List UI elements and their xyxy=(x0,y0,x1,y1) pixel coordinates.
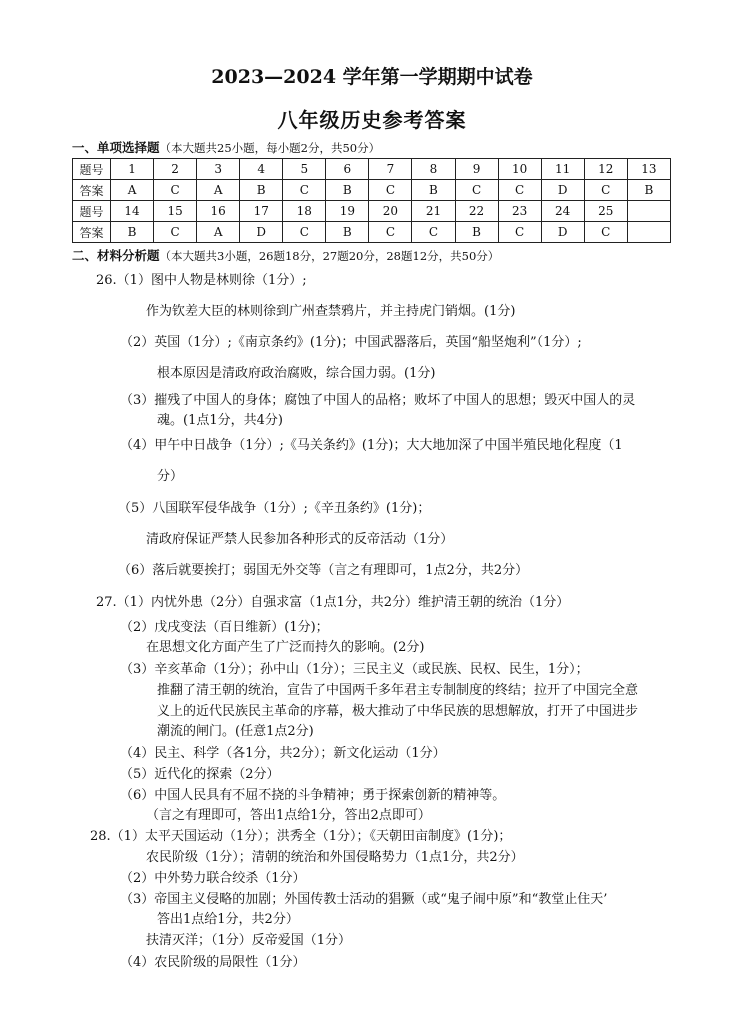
table-cell: 13 xyxy=(627,159,670,180)
table-cell: 20 xyxy=(369,201,412,222)
table-cell: 24 xyxy=(541,201,584,222)
table-cell: C xyxy=(154,222,197,243)
table-cell: C xyxy=(283,180,326,201)
page-subtitle: 八年级历史参考答案 xyxy=(277,108,467,132)
table-cell: 8 xyxy=(412,159,455,180)
table-cell: B xyxy=(326,222,369,243)
table-cell: C xyxy=(369,180,412,201)
table-cell: 23 xyxy=(498,201,541,222)
answer-line: 推翻了清王朝的统治，宣告了中国两千多年君主专制制度的终结；拉开了中国完全意 xyxy=(157,683,639,698)
table-cell: 答案 xyxy=(73,180,111,201)
table-cell: B xyxy=(326,180,369,201)
answer-line: 魂。(1点1分，共4分) xyxy=(157,413,283,428)
table-cell: 6 xyxy=(326,159,369,180)
table-row xyxy=(73,180,671,201)
answer-line: 在思想文化方面产生了广泛而持久的影响。(2分) xyxy=(146,640,425,655)
answer-line: （3）帝国主义侵略的加剧；外国传教士活动的猖獗（或“鬼子闹中原”和“教堂止住天’ xyxy=(120,892,608,907)
section-2-title: 二、材料分析题 xyxy=(72,248,160,263)
answer-line: 答出1点给1分，共2分） xyxy=(157,912,299,927)
table-cell: B xyxy=(412,180,455,201)
answer-line: （6）中国人民具有不屈不挠的斗争精神；勇于探索创新的精神等。 xyxy=(120,788,506,803)
table-cell: B xyxy=(240,180,283,201)
answer-line: （5）近代化的探索（2分） xyxy=(120,767,280,782)
table-cell: 18 xyxy=(283,201,326,222)
table-cell: 14 xyxy=(111,201,154,222)
table-row xyxy=(73,201,671,222)
table-cell: C xyxy=(498,180,541,201)
answer-line: （2）戊戌变法（百日维新）(1分)； xyxy=(120,620,329,635)
table-cell: A xyxy=(111,180,154,201)
table-cell xyxy=(627,201,670,222)
table-cell: C xyxy=(283,222,326,243)
answer-line: （4）甲午中日战争（1分）;《马关条约》(1分)；大大地加深了中国半殖民地化程度（1 xyxy=(120,438,623,453)
answer-line: 清政府保证严禁人民参加各种形式的反帝活动（1分） xyxy=(146,532,454,547)
table-cell: 5 xyxy=(283,159,326,180)
table-cell: 11 xyxy=(541,159,584,180)
table-cell: 4 xyxy=(240,159,283,180)
answer-line: （4）民主、科学（各1分，共2分）；新文化运动（1分） xyxy=(120,746,446,761)
table-cell: 19 xyxy=(326,201,369,222)
section-1-note: （本大题共25小题，每小题2分，共50分） xyxy=(159,141,381,155)
table-cell: 9 xyxy=(455,159,498,180)
answer-line: 分） xyxy=(157,469,184,484)
answer-line: （2）中外势力联合绞杀（1分） xyxy=(120,871,306,886)
table-cell: 题号 xyxy=(73,201,111,222)
answer-line: 作为钦差大臣的林则徐到广州查禁鸦片，并主持虎门销烟。(1分) xyxy=(146,304,516,319)
table-cell: 12 xyxy=(584,159,627,180)
section-2-note: （本大题共3小题，26题18分，27题20分，28题12分，共50分） xyxy=(159,249,500,263)
table-cell: 1 xyxy=(111,159,154,180)
table-cell: C xyxy=(455,180,498,201)
answer-line: 28.（1）太平天国运动（1分）；洪秀全（1分）；《天朝田亩制度》(1分)； xyxy=(90,829,512,844)
answer-line: 26.（1）图中人物是林则徐（1分）; xyxy=(96,273,307,288)
table-cell: C xyxy=(584,222,627,243)
table-cell: 25 xyxy=(584,201,627,222)
table-cell: 16 xyxy=(197,201,240,222)
section-1-heading xyxy=(72,138,380,156)
page-title: 2023—2024 学年第一学期期中试卷 xyxy=(211,66,533,88)
table-cell: 2 xyxy=(154,159,197,180)
table-cell: A xyxy=(197,222,240,243)
table-cell: B xyxy=(455,222,498,243)
answer-line: （言之有理即可，答出1点给1分，答出2点即可） xyxy=(146,808,431,823)
answer-line: 农民阶级（1分）；清朝的统治和外国侵略势力（1点1分，共2分） xyxy=(146,850,524,865)
table-cell: C xyxy=(154,180,197,201)
answer-line: 扶清灭洋；（1分）反帝爱国（1分） xyxy=(146,933,352,948)
section-1-title: 一、单项选择题 xyxy=(72,140,160,155)
table-cell: B xyxy=(627,180,670,201)
answer-line: 潮流的闸门。(任意1点2分) xyxy=(157,724,314,739)
table-cell: 7 xyxy=(369,159,412,180)
table-cell: A xyxy=(197,180,240,201)
table-cell: 21 xyxy=(412,201,455,222)
table-cell: 答案 xyxy=(73,222,111,243)
table-row xyxy=(73,222,671,243)
answer-table xyxy=(72,158,671,243)
answer-line: 27.（1）内忧外患（2分）自强求富（1点1分，共2分）维护清王朝的统治（1分） xyxy=(96,595,570,610)
table-cell: 3 xyxy=(197,159,240,180)
table-cell: D xyxy=(541,180,584,201)
table-cell: 22 xyxy=(455,201,498,222)
table-cell xyxy=(627,222,670,243)
table-cell: C xyxy=(498,222,541,243)
answer-line: （4）农民阶级的局限性（1分） xyxy=(120,955,306,970)
answer-line: （5）八国联军侵华战争（1分）;《辛丑条约》(1分)； xyxy=(118,501,431,516)
table-cell: B xyxy=(111,222,154,243)
table-cell: C xyxy=(584,180,627,201)
table-cell: 10 xyxy=(498,159,541,180)
table-cell: C xyxy=(369,222,412,243)
table-cell: 15 xyxy=(154,201,197,222)
table-cell: C xyxy=(412,222,455,243)
answer-line: （3）辛亥革命（1分）；孙中山（1分）；三民主义（或民族、民权、民生，1分）； xyxy=(120,662,589,677)
table-cell: 17 xyxy=(240,201,283,222)
answer-line: （6）落后就要挨打；弱国无外交等（言之有理即可，1点2分，共2分） xyxy=(118,563,529,578)
table-cell: D xyxy=(240,222,283,243)
table-row xyxy=(73,159,671,180)
answer-line: （3）摧残了中国人的身体；腐蚀了中国人的品格；败坏了中国人的思想；毁灭中国人的灵 xyxy=(120,393,636,408)
answer-line: 义上的近代民族民主革命的序幕，极大推动了中华民族的思想解放，打开了中国进步 xyxy=(157,704,639,719)
answer-line: （2）英国（1分）;《南京条约》(1分)；中国武器落后，英国“船坚炮利”（1分）; xyxy=(120,335,582,350)
table-cell: 题号 xyxy=(73,159,111,180)
table-cell: D xyxy=(541,222,584,243)
section-2-heading xyxy=(72,246,499,264)
answer-line: 根本原因是清政府政治腐败，综合国力弱。(1分) xyxy=(157,366,436,381)
